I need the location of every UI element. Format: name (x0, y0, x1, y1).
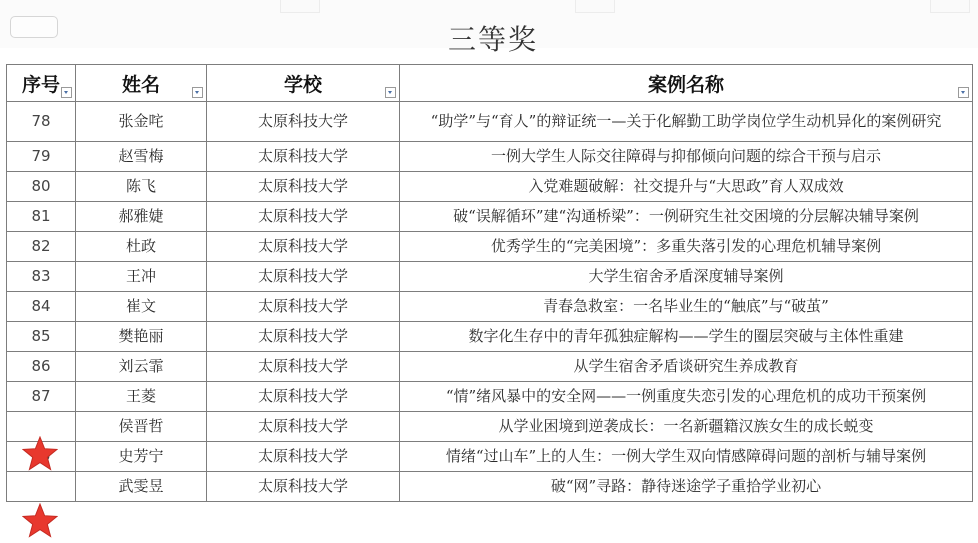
header-index (7, 65, 76, 102)
cell-case-title: 情绪“过山车”上的人生：一例大学生双向情感障碍问题的剖析与辅导案例 (400, 442, 973, 472)
cell-index: 78 (7, 102, 76, 142)
cell-index: 84 (7, 292, 76, 322)
table-row (7, 322, 973, 352)
cell-index: 79 (7, 142, 76, 172)
table-row (7, 292, 973, 322)
red-star-icon (22, 503, 58, 539)
cell-case-title: “助学”与“育人”的辩证统一—关于化解勤工助学岗位学生动机异化的案例研究 (400, 102, 973, 142)
faint-box (280, 0, 320, 13)
cell-name: 崔文 (76, 292, 207, 322)
cell-case-title: 青春急救室：一名毕业生的“触底”与“破茧” (400, 292, 973, 322)
table-row (7, 352, 973, 382)
cell-index: 83 (7, 262, 76, 292)
cell-name: 武雯昱 (76, 472, 207, 502)
cell-school: 太原科技大学 (207, 102, 400, 142)
table-row (7, 472, 973, 502)
cell-case-title: 数字化生存中的青年孤独症解构——学生的圈层突破与主体性重建 (400, 322, 973, 352)
cell-school: 太原科技大学 (207, 232, 400, 262)
table-row (7, 142, 973, 172)
cell-school: 太原科技大学 (207, 202, 400, 232)
cell-index: 81 (7, 202, 76, 232)
cell-case-title: 破“网”寻路：静待迷途学子重拾学业初心 (400, 472, 973, 502)
header-school (207, 65, 400, 102)
cell-index: 87 (7, 382, 76, 412)
header-case-title (400, 65, 973, 102)
table-row (7, 412, 973, 442)
cell-index: 80 (7, 172, 76, 202)
cell-case-title: 从学生宿舍矛盾谈研究生养成教育 (400, 352, 973, 382)
cell-name: 侯晋哲 (76, 412, 207, 442)
cell-index: 86 (7, 352, 76, 382)
cell-index: 85 (7, 322, 76, 352)
table-row (7, 202, 973, 232)
cell-name: 王冲 (76, 262, 207, 292)
table-row (7, 262, 973, 292)
cell-name: 刘云霏 (76, 352, 207, 382)
cell-name: 樊艳丽 (76, 322, 207, 352)
cell-school: 太原科技大学 (207, 142, 400, 172)
cell-name: 张金咤 (76, 102, 207, 142)
cell-name: 史芳宁 (76, 442, 207, 472)
faint-box (930, 0, 970, 13)
cell-case-title: 优秀学生的“完美困境”：多重失落引发的心理危机辅导案例 (400, 232, 973, 262)
header-label: 序号 (21, 73, 60, 96)
cell-school: 太原科技大学 (207, 172, 400, 202)
cell-school: 太原科技大学 (207, 442, 400, 472)
cell-case-title: “情”绪风暴中的安全网——一例重度失恋引发的心理危机的成功干预案例 (400, 382, 973, 412)
cell-case-title: 一例大学生人际交往障碍与抑郁倾向问题的综合干预与启示 (400, 142, 973, 172)
cell-school: 太原科技大学 (207, 472, 400, 502)
cell-school: 太原科技大学 (207, 322, 400, 352)
header-label: 姓名 (121, 73, 160, 96)
cell-name: 王菱 (76, 382, 207, 412)
cell-name: 赵雪梅 (76, 142, 207, 172)
cell-case-title: 从学业困境到逆袭成长：一名新疆籍汉族女生的成长蜕变 (400, 412, 973, 442)
cell-index (7, 472, 76, 502)
cell-school: 太原科技大学 (207, 352, 400, 382)
filter-dropdown-icon[interactable] (958, 87, 969, 98)
header-label: 案例名称 (647, 73, 724, 96)
table-row (7, 102, 973, 142)
cell-name: 陈飞 (76, 172, 207, 202)
cell-case-title: 破“误解循环”建“沟通桥梁”：一例研究生社交困境的分层解决辅导案例 (400, 202, 973, 232)
header-row (7, 65, 973, 102)
cell-school: 太原科技大学 (207, 382, 400, 412)
table-row (7, 442, 973, 472)
table-row (7, 172, 973, 202)
cell-school: 太原科技大学 (207, 412, 400, 442)
cell-name: 杜政 (76, 232, 207, 262)
table-row (7, 382, 973, 412)
cell-name: 郝雅婕 (76, 202, 207, 232)
cell-school: 太原科技大学 (207, 292, 400, 322)
table-row (7, 232, 973, 262)
cell-index: 82 (7, 232, 76, 262)
cell-school: 太原科技大学 (207, 262, 400, 292)
award-table (6, 64, 973, 502)
filter-dropdown-icon[interactable] (385, 87, 396, 98)
red-star-icon (22, 436, 58, 472)
page-title: 三等奖 (447, 23, 538, 56)
filter-dropdown-icon[interactable] (61, 87, 72, 98)
header-name (76, 65, 207, 102)
header-label: 学校 (283, 73, 322, 96)
filter-dropdown-icon[interactable] (192, 87, 203, 98)
faint-box (575, 0, 615, 13)
cell-case-title: 大学生宿舍矛盾深度辅导案例 (400, 262, 973, 292)
cell-case-title: 入党难题破解：社交提升与“大思政”育人双成效 (400, 172, 973, 202)
